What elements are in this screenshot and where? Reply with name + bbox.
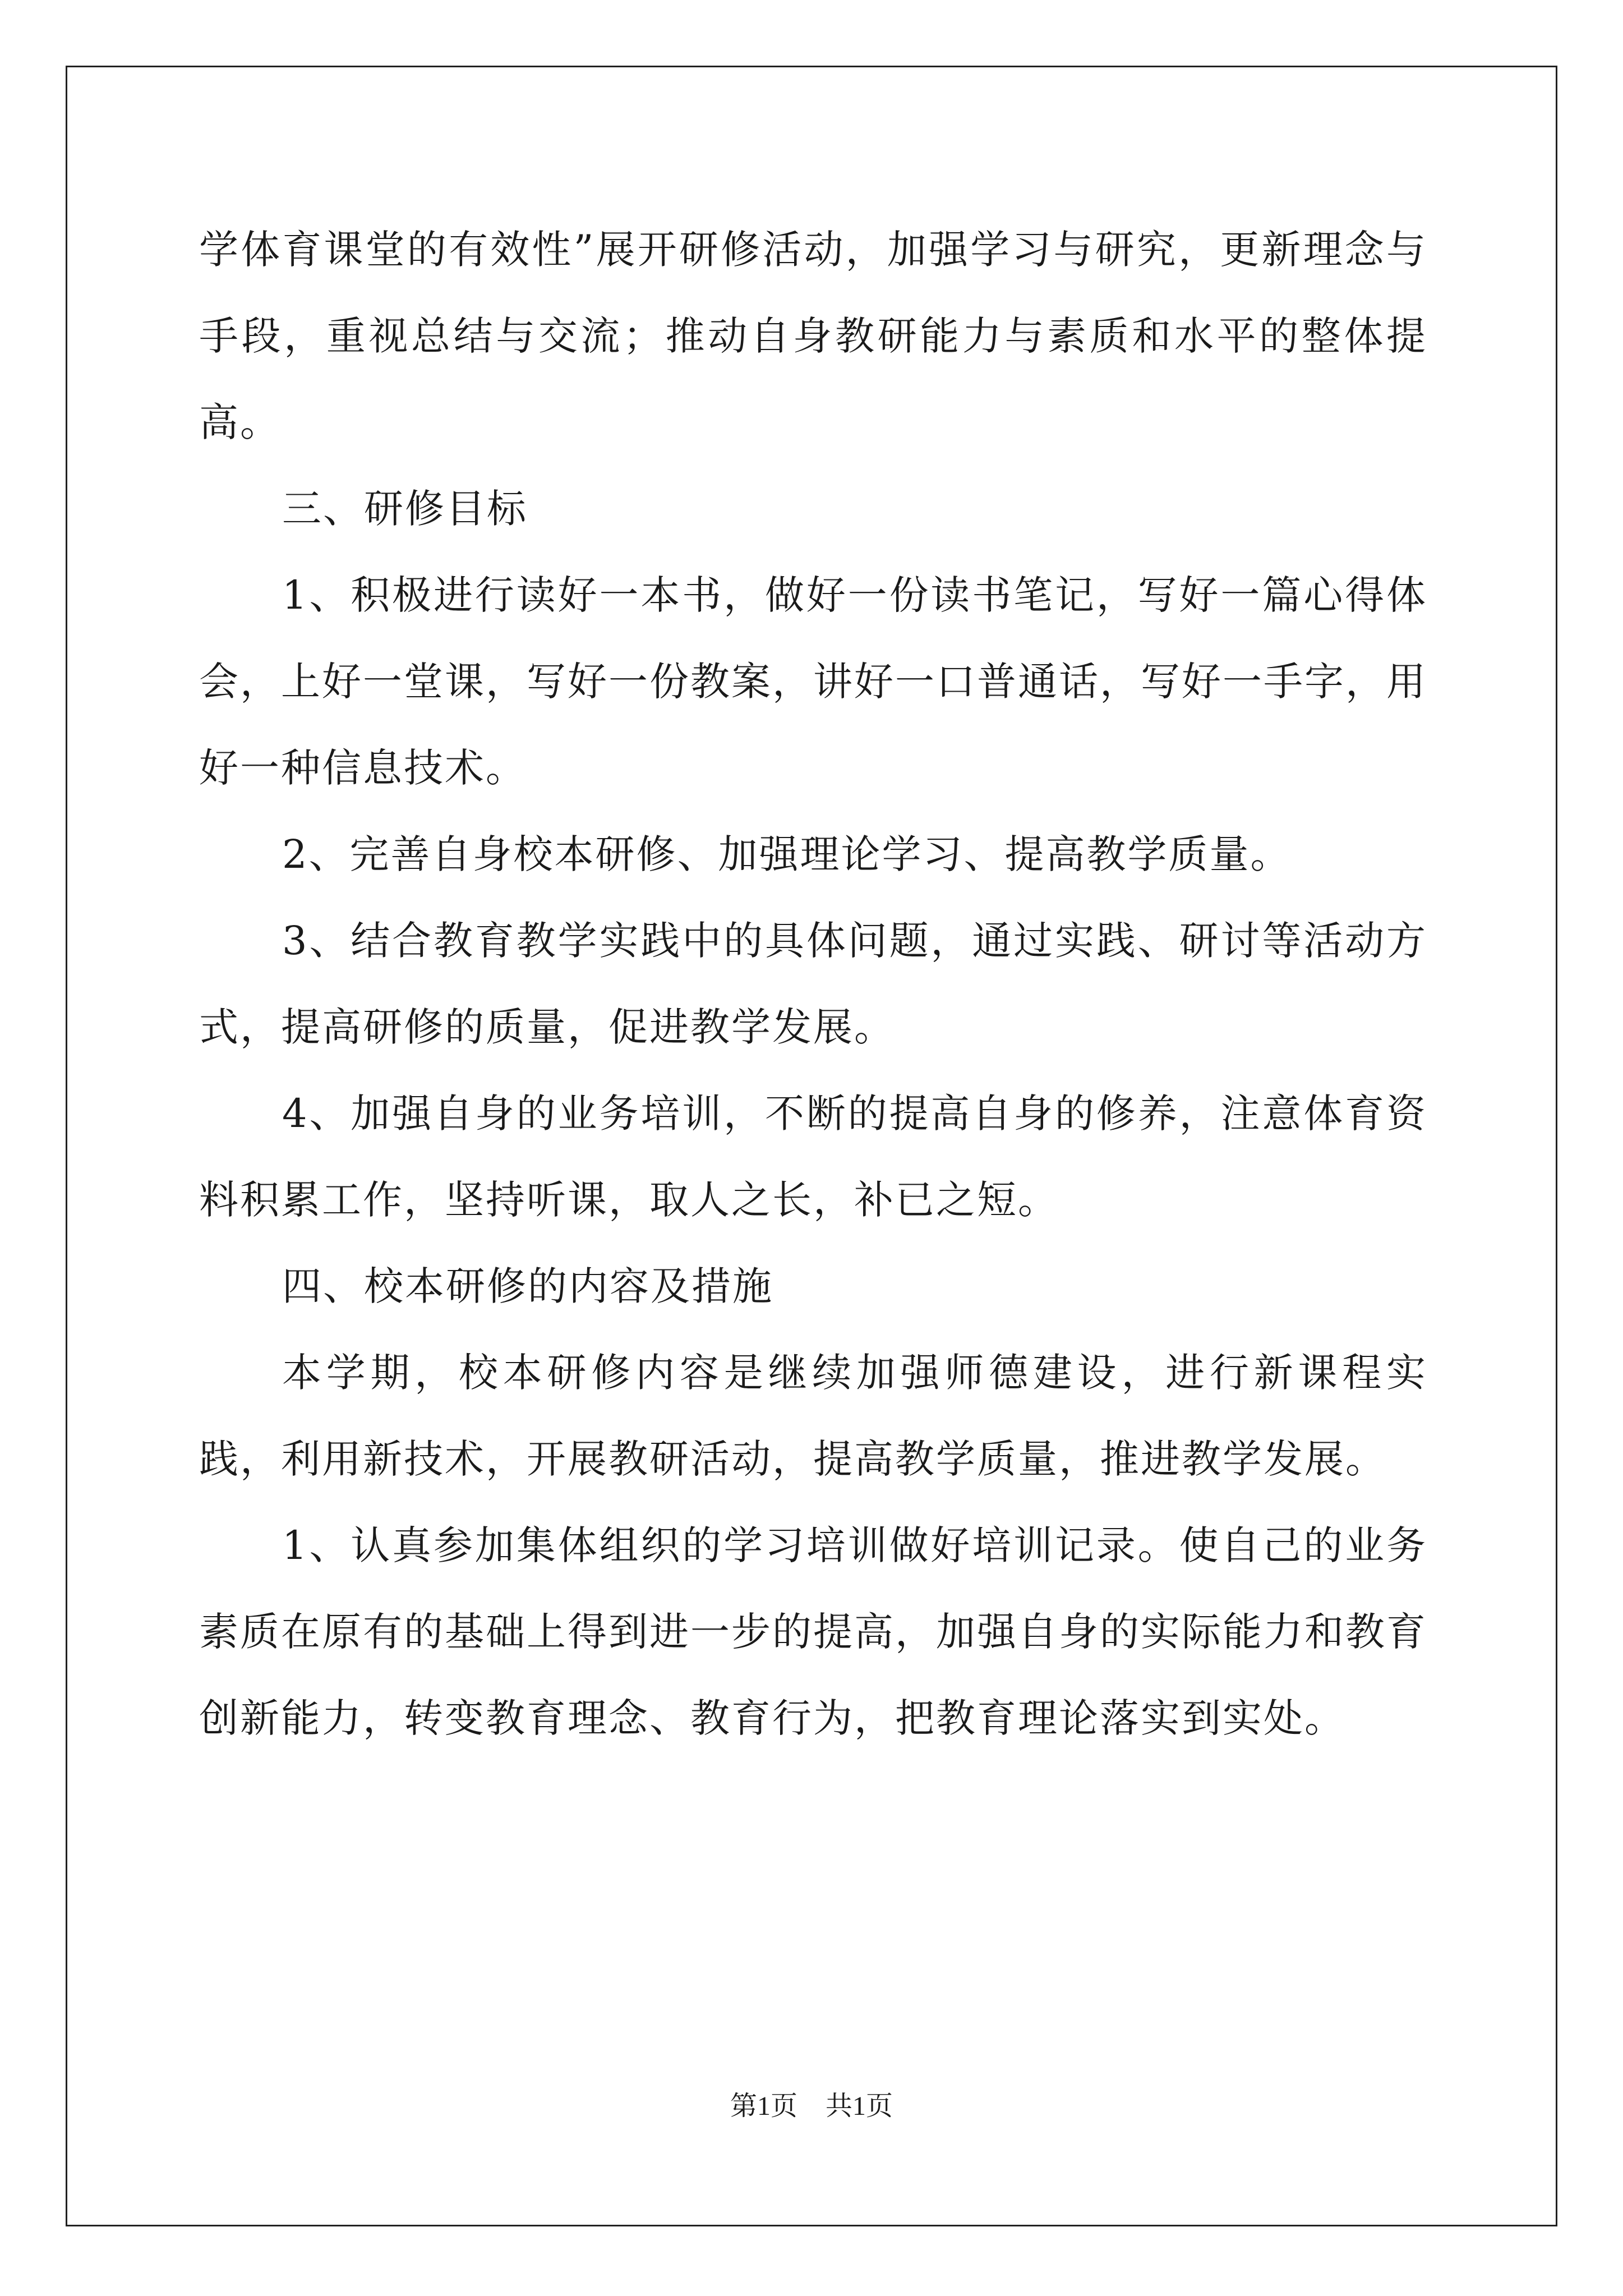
content-intro-paragraph: 本学期，校本研修内容是继续加强师德建设，进行新课程实践，利用新技术，开展教研活动，提高教学质量，推进教学发展。 bbox=[199, 1350, 1427, 1482]
section-heading-content: 四、校本研修的内容及措施 bbox=[282, 1263, 773, 1309]
page-footer bbox=[0, 2084, 1623, 2123]
goal-item-4: 4、加强自身的业务培训，不断的提高自身的修养，注意体育资料积累工作，坚持听课，取人之长，补已之短。 bbox=[199, 1091, 1427, 1223]
document-body bbox=[199, 206, 1427, 1761]
paragraph-continued: 学体育课堂的有效性”展开研修活动，加强学习与研究，更新理念与手段，重视总结与交流；推动自身教研能力与素质和水平的整体提高。 bbox=[199, 227, 1427, 445]
page-total: 共1页 bbox=[826, 2091, 893, 2121]
goal-item-3: 3、结合教育教学实践中的具体问题，通过实践、研讨等活动方式，提高研修的质量，促进教学发展。 bbox=[199, 918, 1427, 1050]
goal-item-2: 2、完善自身校本研修、加强理论学习、提高教学质量。 bbox=[282, 831, 1292, 877]
goal-item-1: 1、积极进行读好一本书，做好一份读书笔记，写好一篇心得体会，上好一堂课，写好一份教案，讲好一口普通话，写好一手字，用好一种信息技术。 bbox=[199, 572, 1427, 791]
content-item-1: 1、认真参加集体组织的学习培训做好培训记录。使自己的业务素质在原有的基础上得到进一步的提高，加强自身的实际能力和教育创新能力，转变教育理念、教育行为，把教育理论落实到实处。 bbox=[199, 1522, 1427, 1741]
section-heading-goals: 三、研修目标 bbox=[282, 486, 528, 532]
page-number: 第1页 bbox=[730, 2091, 797, 2121]
